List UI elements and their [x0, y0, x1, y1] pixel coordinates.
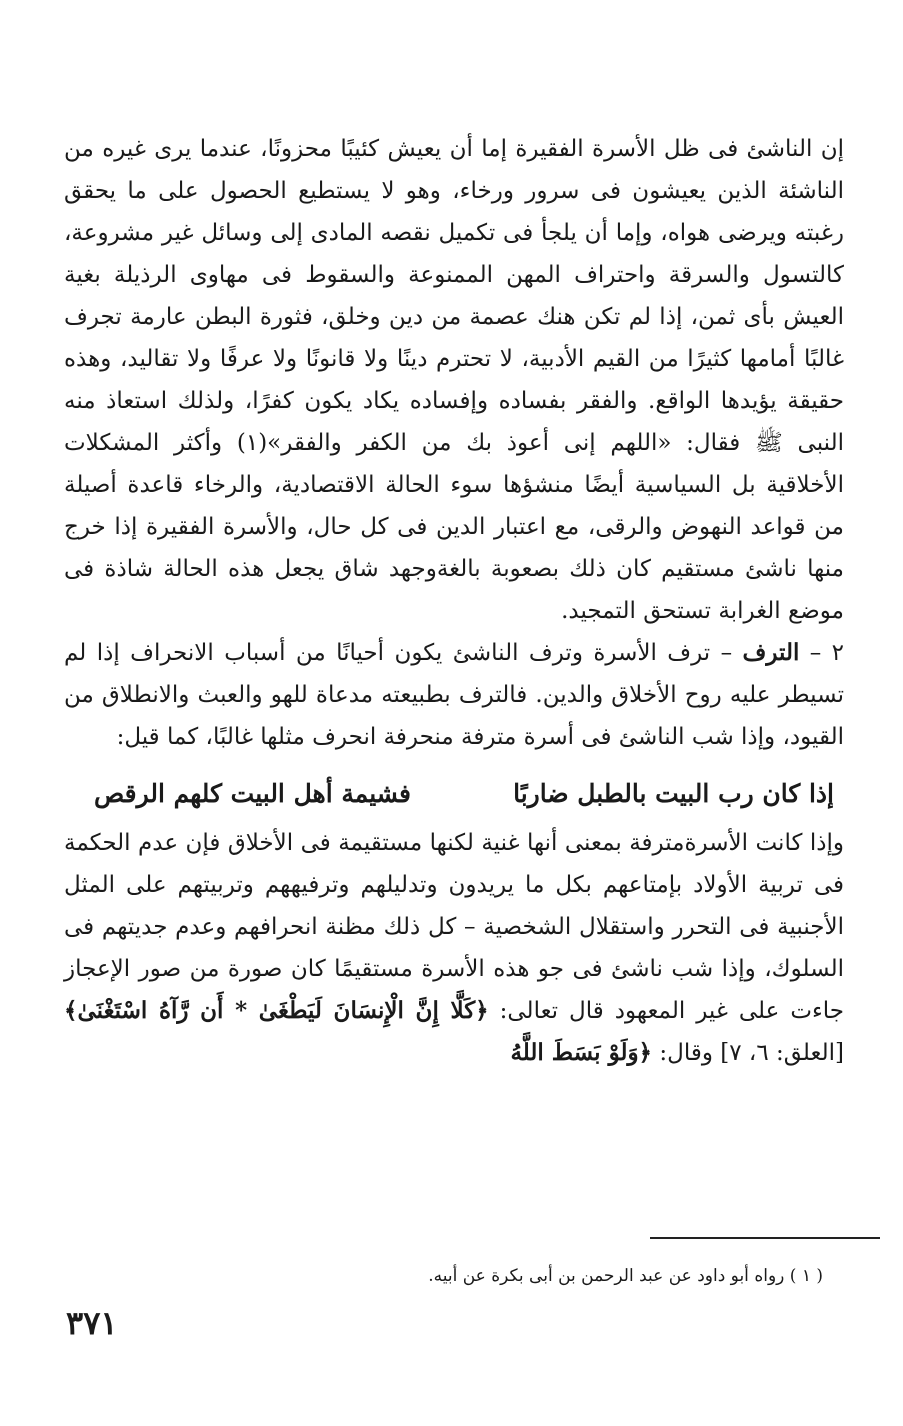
section-heading: الترف	[742, 639, 800, 666]
closing-text: وإذا كانت الأسرةمترفة بمعنى أنها غنية لكنها مستقيمة فى الأخلاق فإن عدم الحكمة فى تربية الأولاد بإمتاعهم بكل ما يريدون وتدليلهم وترفيههم وتربيتهم على المثل الأجنبية فى التحرر واستقلال الشخصية – كل ذلك مظنة انحرافهم وعدم جديتهم فى السلوك، وإذا شب ناشئ فى جو هذه الأسرة مستقيمًا كان صورة من صور الإعجاز جاءت على غير المعهود قال تعالى:	[64, 830, 845, 1024]
poem-verse	[64, 772, 844, 816]
verse-second-hemistich: فشيمة أهل البيت كلهم الرقص	[94, 779, 412, 808]
quran-quote-2: ﴿وَلَوْ بَسَطَ اللَّهُ	[510, 1039, 653, 1066]
section-number: ٢ –	[809, 640, 845, 666]
page-number: ٣٧١	[66, 1304, 118, 1342]
verse-first-hemistich: إذا كان رب البيت بالطبل ضاربًا	[513, 779, 834, 808]
page-body	[64, 128, 844, 1074]
paragraph-closing	[64, 822, 844, 1074]
footnote-divider	[650, 1237, 880, 1239]
quran-quote-1: ﴿كَلَّا إِنَّ الْإِنسَانَ لَيَطْغَىٰ * أَن رَّآهُ اسْتَغْنَىٰ﴾	[64, 997, 489, 1024]
footnote: ( ١ ) رواه أبو داود عن عبد الرحمن بن أبى بكرة عن أبيه.	[428, 1266, 823, 1286]
paragraph-luxury	[64, 632, 844, 758]
paragraph-poverty: إن الناشئ فى ظل الأسرة الفقيرة إما أن يعيش كئيبًا محزونًا، عندما يرى غيره من الناشئة الذين يعيشون فى سرور ورخاء، وهو لا يستطيع الحصول على ما يحقق رغبته ويرضى هواه، وإما أن يلجأ فى تكميل نقصه المادى إلى وسائل غير مشروعة، كالتسول والسرقة واحتراف المهن الممنوعة والسقوط فى مهاوى الرذيلة بغية العيش بأى ثمن، إذا لم تكن هنك عصمة من دين وخلق، فثورة البطن عارمة تجرف غالبًا أمامها كثيرًا من القيم الأدبية، لا تحترم دينًا ولا قانونًا ولا عرفًا ولا تقاليد، وهذه حقيقة يؤيدها الواقع. والفقر بفساده وإفساده يكاد يكون كفرًا، ولذلك استعاذ منه النبى ﷺ فقال: «اللهم إنى أعوذ بك من الكفر والفقر»(١) وأكثر المشكلات الأخلاقية بل السياسية أيضًا منشؤها سوء الحالة الاقتصادية، والرخاء قاعدة أصيلة من قواعد النهوض والرقى، مع اعتبار الدين فى كل حال، والأسرة الفقيرة إذا خرج منها ناشئ مستقيم كان ذلك بصعوبة بالغةوجهد شاق يجعل هذه الحالة شاذة فى موضع الغرابة تستحق التمجيد.	[64, 136, 844, 624]
quran-citation: [العلق: ٦، ٧] وقال:	[659, 1040, 844, 1066]
section-text: – ترف الأسرة وترف الناشئ يكون أحيانًا من أسباب الانحراف إذا لم تسيطر عليه روح الأخلاق والدين. فالترف بطبيعته مدعاة للهو والعبث والانطلاق من القيود، وإذا شب الناشئ فى أسرة مترفة منحرفة انحرف مثلها غالبًا، كما قيل:	[64, 640, 844, 750]
